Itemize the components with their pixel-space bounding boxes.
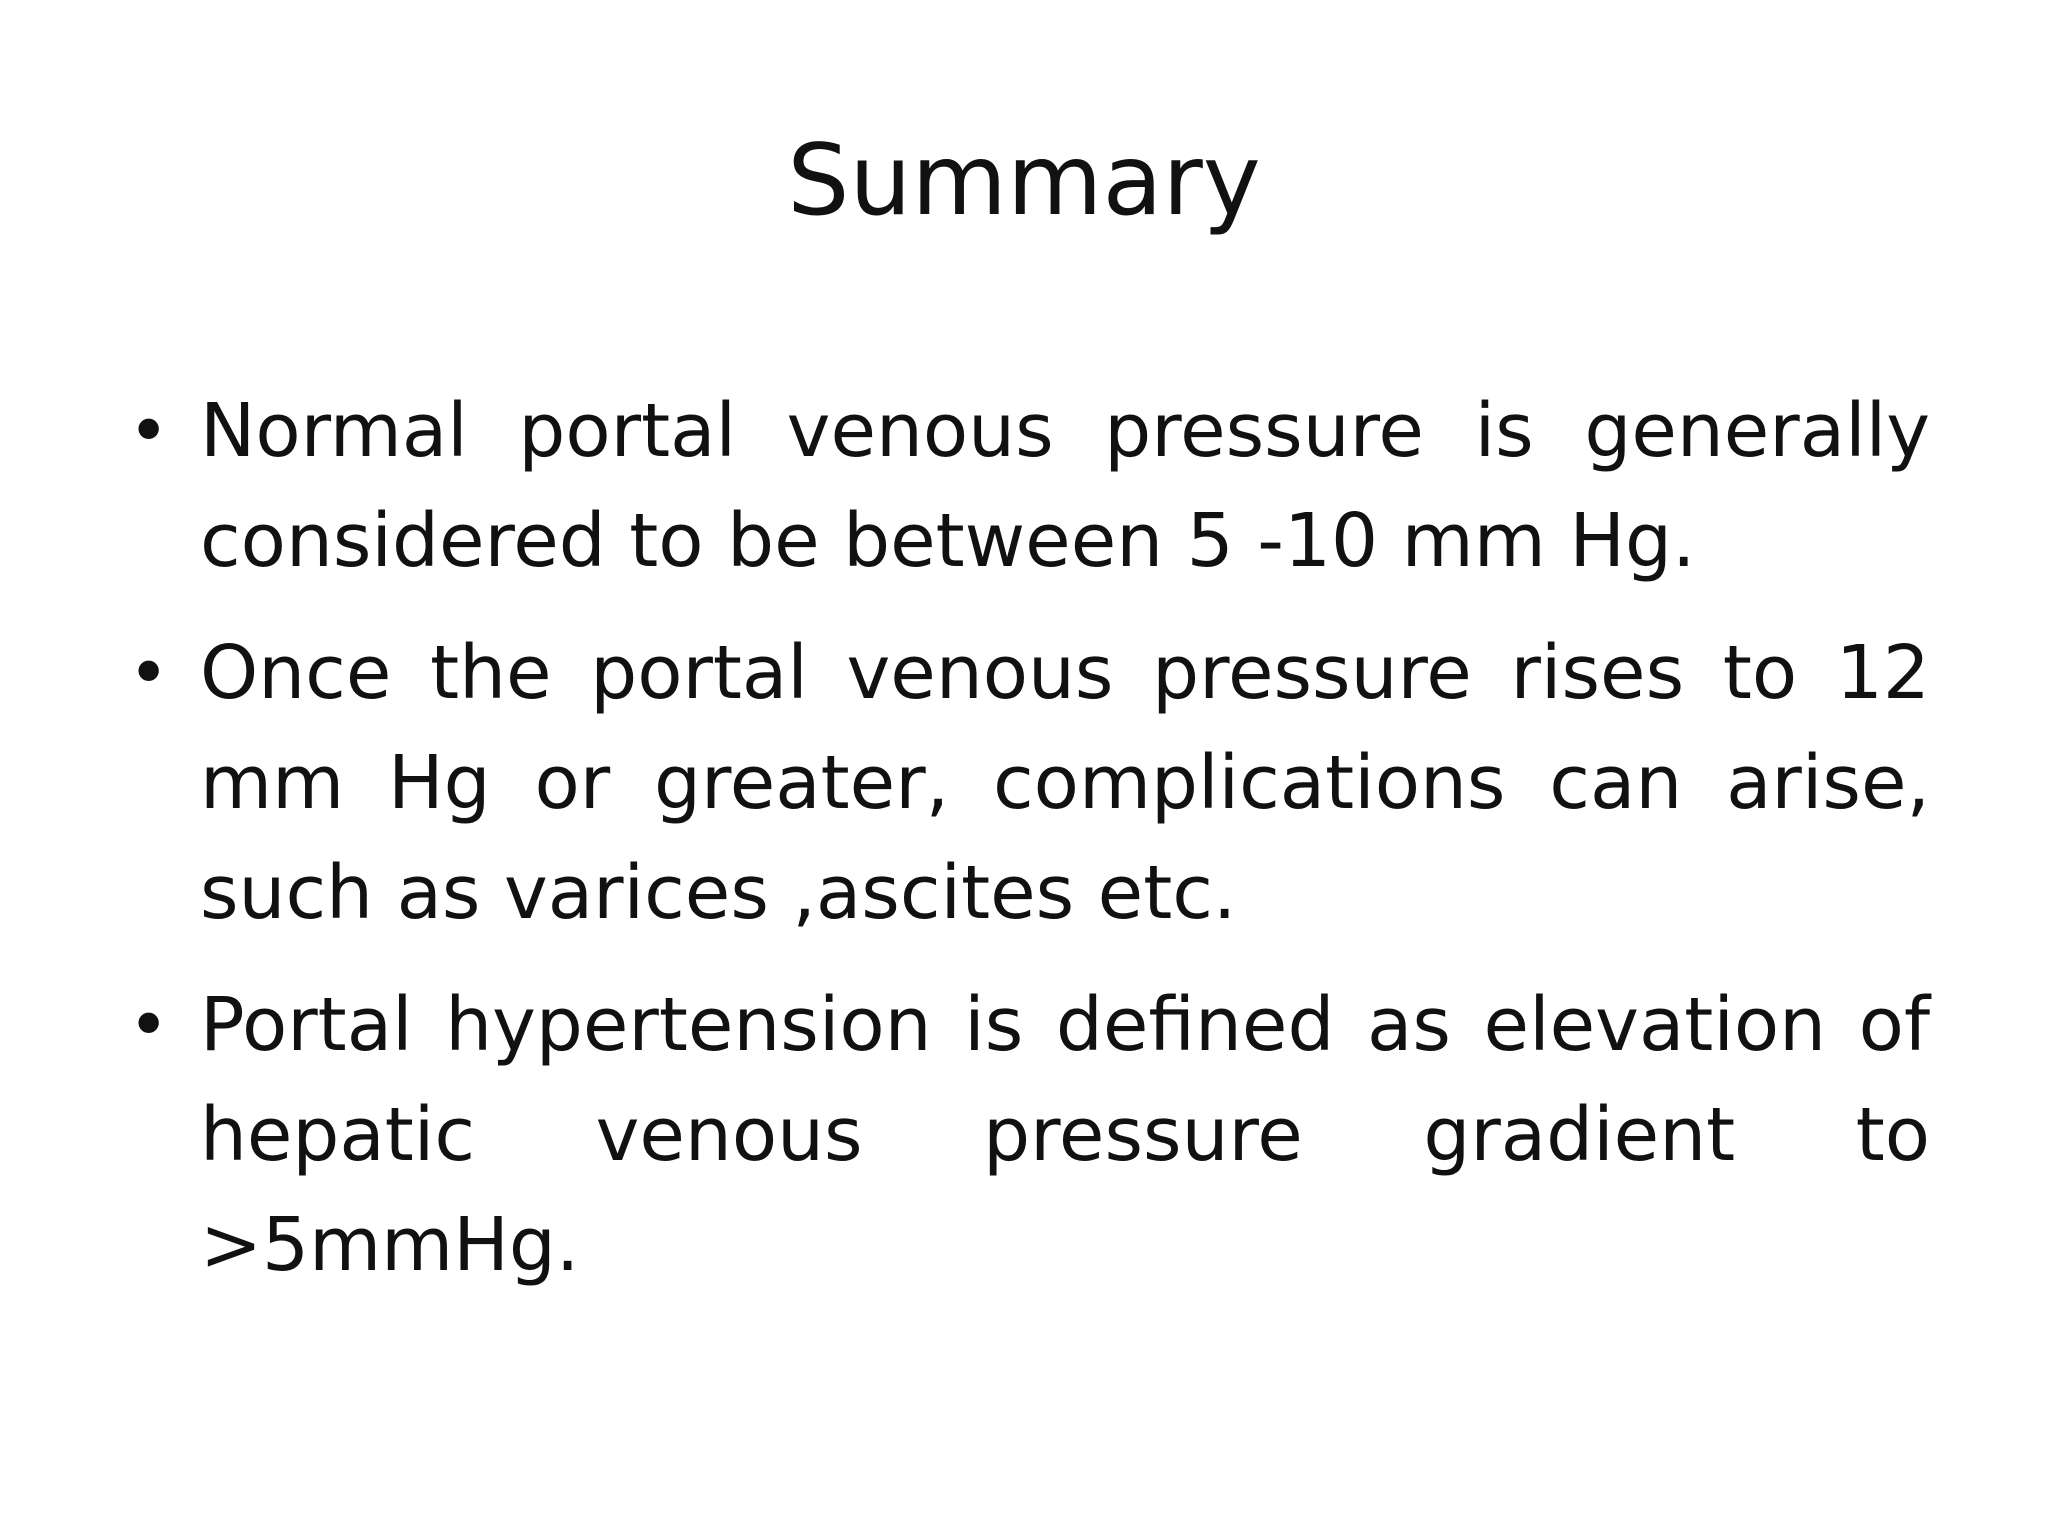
slide-title: Summary <box>787 124 1261 238</box>
bullet-list <box>200 376 1930 1322</box>
bullet-item: • Normal portal venous pressure is generally considered to be between 5 -10 mm Hg. <box>200 376 1930 596</box>
bullet-item: • Once the portal venous pressure rises to 12 mm Hg or greater, complications can arise, such as varices ,ascites etc. <box>200 618 1930 948</box>
bullet-item: • Portal hypertension is defined as elevation of hepatic venous pressure gradient to >5mmHg. <box>200 970 1930 1300</box>
